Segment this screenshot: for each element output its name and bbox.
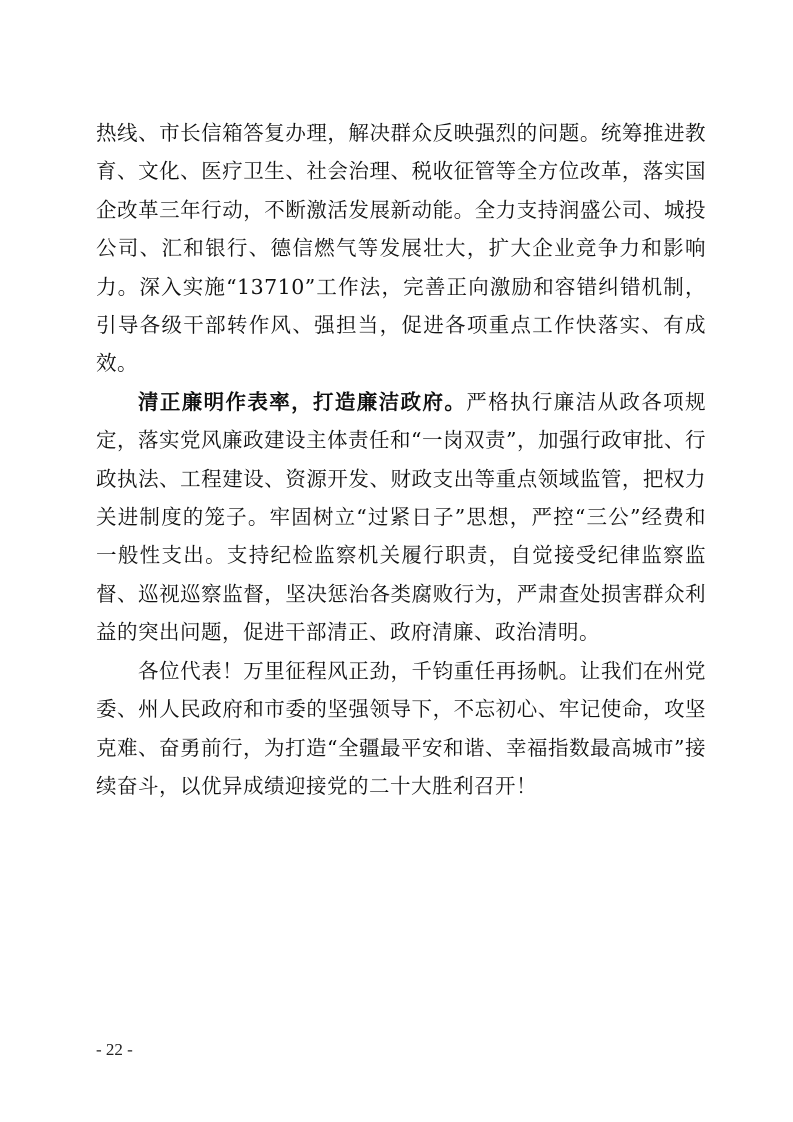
page-number: - 22 - — [96, 1040, 133, 1059]
paragraph-clean-government — [96, 383, 706, 652]
paragraph-text: 热线、市长信箱答复办理，解决群众反映强烈的问题。统筹推进教育、文化、医疗卫生、社会治理、税收征管等全方位改革，落实国企改革三年行动，不断激活发展新动能。全力支持润盛公司、城投公司、汇和银行、德信燃气等发展壮大，扩大企业竞争力和影响力。深入实施“13710”工作法，完善正向激励和容错纠错机制，引导各级干部转作风、强担当，促进各项重点工作快落实、有成效。 — [96, 121, 706, 376]
paragraph-continuation — [96, 114, 706, 383]
paragraph-text: 严格执行廉洁从政各项规定，落实党风廉政建设主体责任和“一岗双责”，加强行政审批、行政执法、工程建设、资源开发、财政支出等重点领域监管，把权力关进制度的笼子。牢固树立“过紧日子”思想，严控“三公”经费和一般性支出。支持纪检监察机关履行职责，自觉接受纪律监察监督、巡视巡察监督，坚决惩治各类腐败行为，严肃查处损害群众利益的突出问题，促进干部清正、政府清廉、政治清明。 — [96, 389, 707, 645]
paragraph-heading: 清正廉明作表率，打造廉洁政府。 — [138, 389, 467, 414]
paragraph-closing — [96, 652, 706, 806]
paragraph-text: 各位代表！万里征程风正劲，千钧重任再扬帆。让我们在州党委、州人民政府和市委的坚强领导下，不忘初心、牢记使命，攻坚克难、奋勇前行，为打造“全疆最平安和谐、幸福指数最高城市”接续奋斗，以优异成绩迎接党的二十大胜利召开！ — [96, 658, 706, 798]
document-body — [96, 114, 706, 805]
